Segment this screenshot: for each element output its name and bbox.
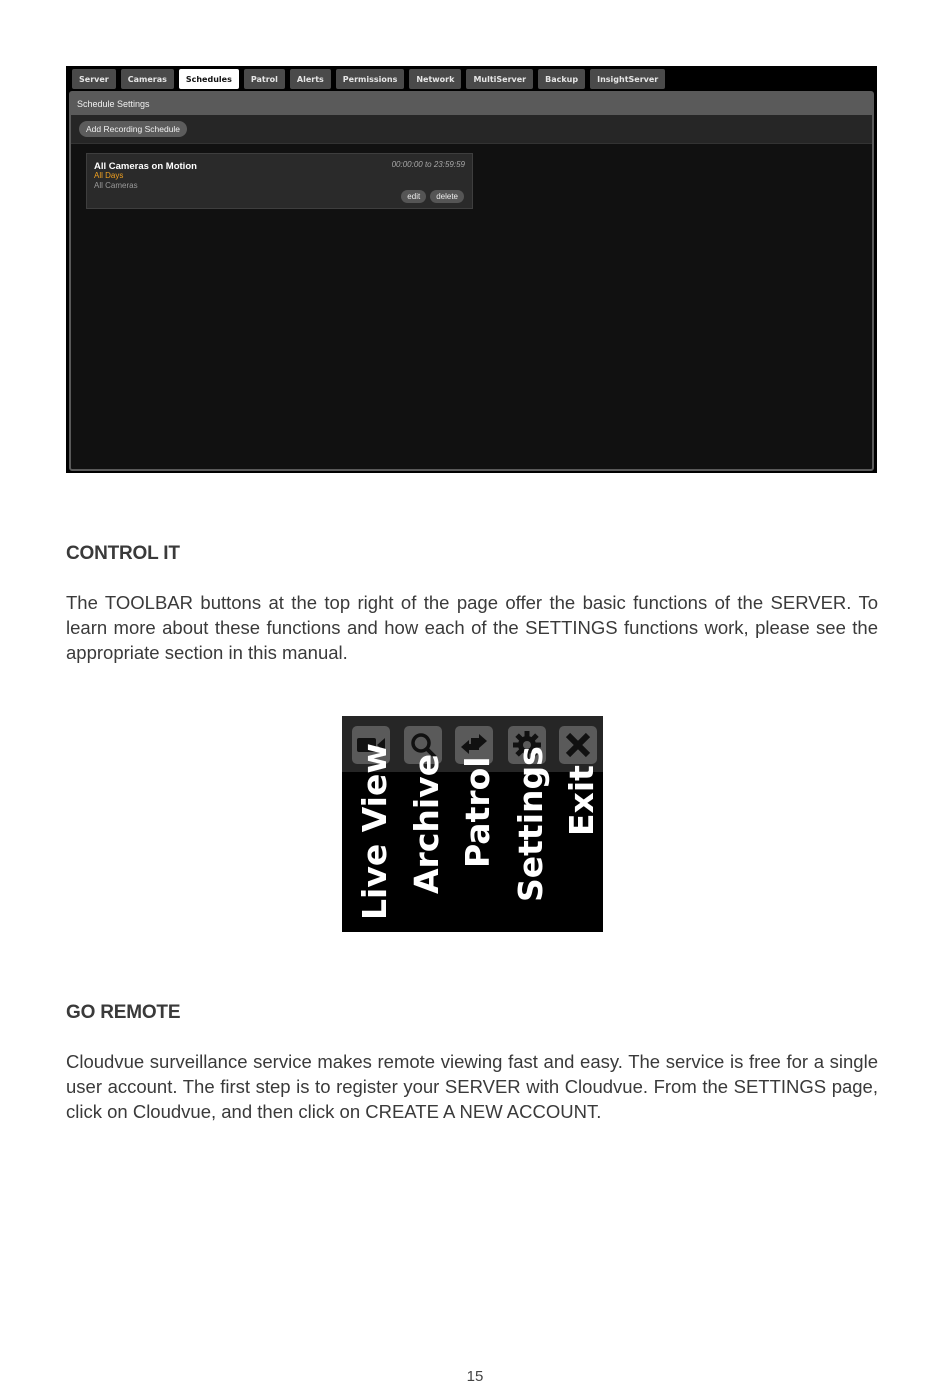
schedule-name: All Cameras on Motion (94, 161, 197, 172)
settings-label-wrap (508, 746, 550, 932)
archive-label-wrap (404, 753, 446, 932)
patrol-label-wrap (455, 756, 497, 932)
delete-button[interactable]: delete (430, 190, 464, 203)
tab-patrol[interactable]: Patrol (244, 69, 285, 89)
tab-network[interactable]: Network (409, 69, 461, 89)
settings-label: Settings (511, 746, 550, 902)
schedule-settings-screenshot (66, 66, 877, 473)
schedule-actions (401, 190, 464, 203)
schedule-days: All Days (94, 171, 124, 180)
tab-schedules[interactable]: Schedules (179, 69, 239, 89)
panel-toolbar (71, 115, 872, 144)
tab-cameras[interactable]: Cameras (121, 69, 174, 89)
schedule-settings-panel (69, 91, 874, 471)
tab-backup[interactable]: Backup (538, 69, 585, 89)
live-view-label-wrap (352, 743, 394, 932)
patrol-label: Patrol (458, 756, 497, 868)
panel-title: Schedule Settings (71, 93, 872, 115)
control-it-body: The TOOLBAR buttons at the top right of the page offer the basic functions of the SERVER. To learn more about these functions and how each of the SETTINGS functions work, please see the appropriate section in this manual. (66, 592, 878, 663)
schedule-card (86, 153, 473, 209)
live-view-label: Live View (355, 743, 394, 920)
tab-permissions[interactable]: Permissions (336, 69, 405, 89)
tab-multiserver[interactable]: MultiServer (466, 69, 533, 89)
tab-alerts[interactable]: Alerts (290, 69, 331, 89)
toolbar-illustration (342, 716, 603, 932)
exit-label: Exit (562, 765, 601, 836)
add-recording-schedule-button[interactable]: Add Recording Schedule (79, 121, 187, 137)
tab-insightserver[interactable]: InsightServer (590, 69, 665, 89)
control-it-heading: CONTROL IT (66, 543, 180, 564)
go-remote-body: Cloudvue surveillance service makes remote viewing fast and easy. The service is free for a single user account. The first step is to register your SERVER with Cloudvue. From the SETTINGS page, click on Cloudvue, and then click on CREATE A NEW ACCOUNT. (66, 1051, 878, 1122)
page-number: 15 (466, 1368, 484, 1385)
archive-label: Archive (407, 753, 446, 894)
edit-button[interactable]: edit (401, 190, 426, 203)
schedule-time-range: 00:00:00 to 23:59:59 (391, 160, 465, 169)
tab-server[interactable]: Server (72, 69, 116, 89)
settings-tab-bar (72, 68, 665, 90)
schedule-cameras: All Cameras (94, 181, 138, 190)
go-remote-heading: GO REMOTE (66, 1002, 181, 1023)
exit-label-wrap (559, 765, 601, 932)
close-icon[interactable] (559, 726, 597, 764)
